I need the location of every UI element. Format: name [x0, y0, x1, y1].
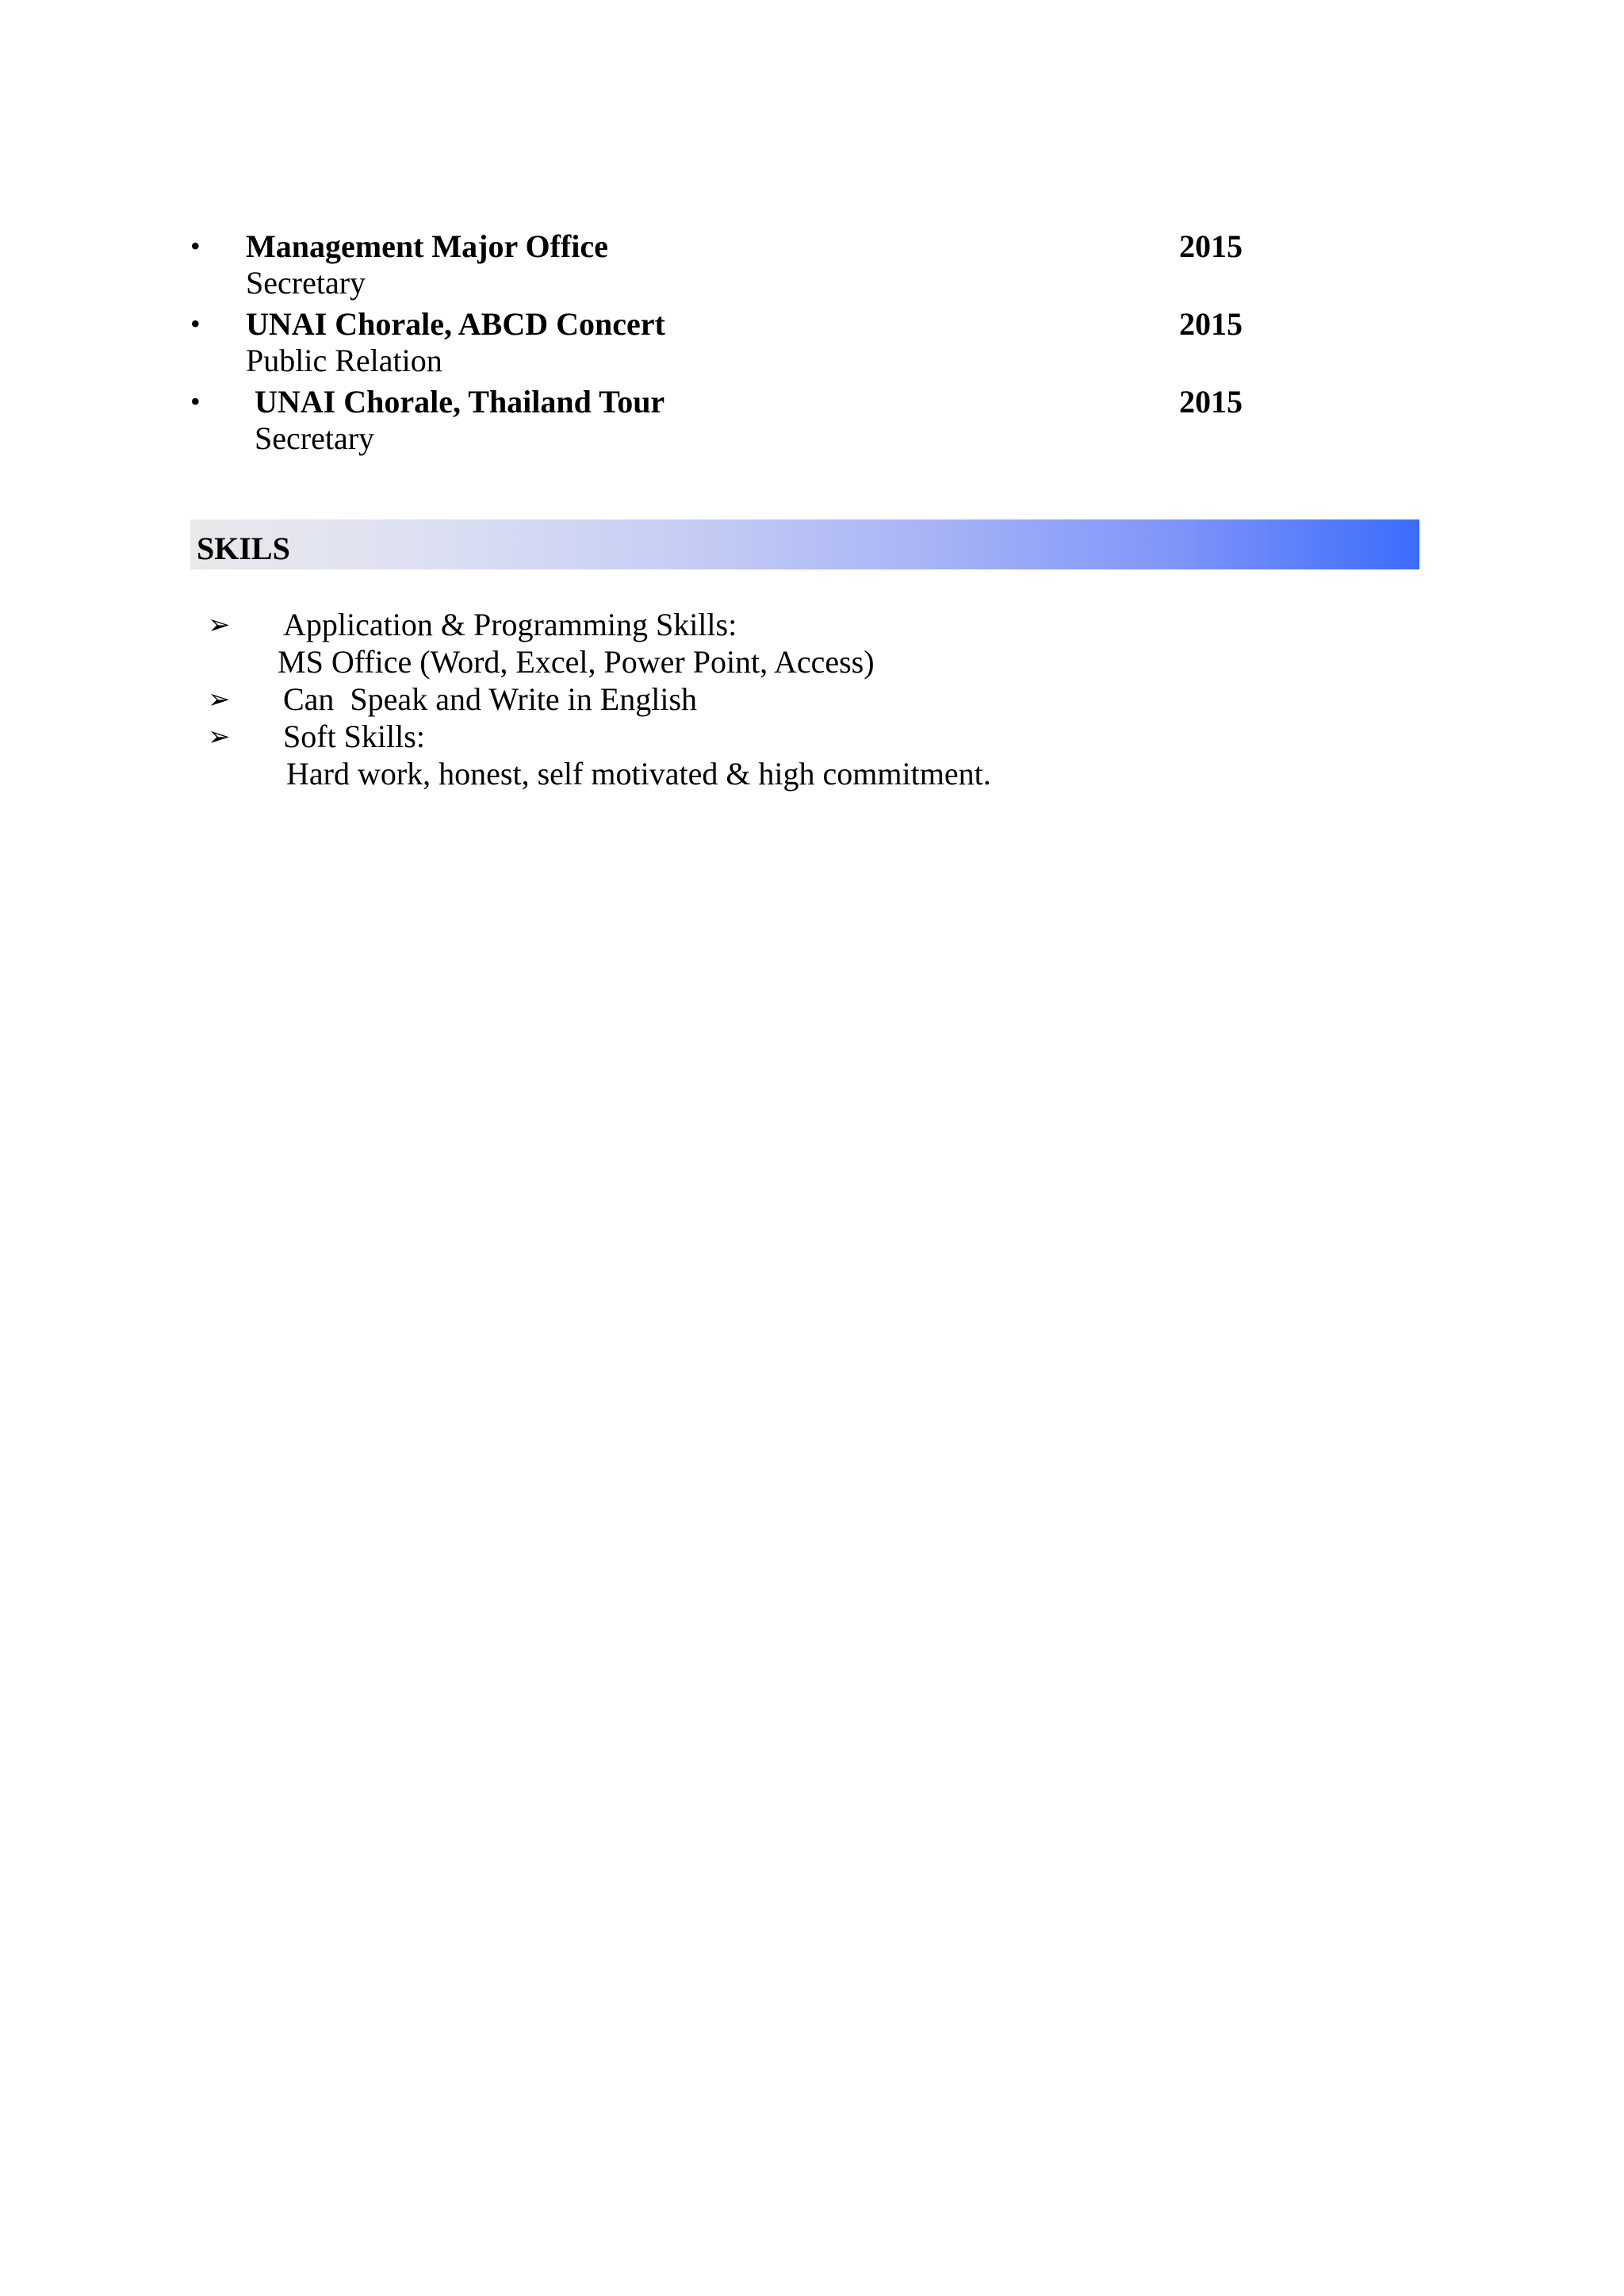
skill-detail: MS Office (Word, Excel, Power Point, Access): [278, 644, 875, 680]
bullet: •: [190, 230, 201, 262]
list-item: [208, 719, 1397, 756]
skill-detail-line: [208, 644, 1397, 681]
list-item: [190, 306, 1285, 384]
arrow-bullet-icon: ➢: [208, 609, 231, 641]
activity-role: Public Relation: [246, 343, 442, 378]
skill-label: Application & Programming Skills:: [283, 607, 737, 642]
activity-title: Management Major Office: [246, 228, 608, 264]
list-item: [208, 607, 1397, 644]
list-item: [190, 384, 1285, 462]
activities-list: [190, 228, 1285, 462]
section-title: SKILS: [197, 531, 290, 566]
skills-section-header: [190, 519, 1419, 569]
activity-title: UNAI Chorale, ABCD Concert: [246, 306, 665, 342]
bullet: •: [190, 308, 201, 339]
activity-year: 2015: [1179, 228, 1243, 264]
bullet: •: [190, 385, 201, 417]
skill-detail: Hard work, honest, self motivated & high commitment.: [286, 756, 991, 792]
activity-title: UNAI Chorale, Thailand Tour: [255, 384, 665, 420]
list-item: [208, 681, 1397, 719]
activity-role: Secretary: [255, 420, 375, 456]
arrow-bullet-icon: ➢: [208, 721, 231, 753]
skills-list: [208, 607, 1397, 793]
activity-year: 2015: [1179, 384, 1243, 420]
skill-detail-line: [208, 756, 1397, 793]
skill-label: Can Speak and Write in English: [283, 681, 698, 717]
list-item: [190, 228, 1285, 306]
activity-year: 2015: [1179, 306, 1243, 342]
arrow-bullet-icon: ➢: [208, 684, 231, 715]
activity-role: Secretary: [246, 265, 366, 301]
skill-label: Soft Skills:: [283, 719, 425, 754]
